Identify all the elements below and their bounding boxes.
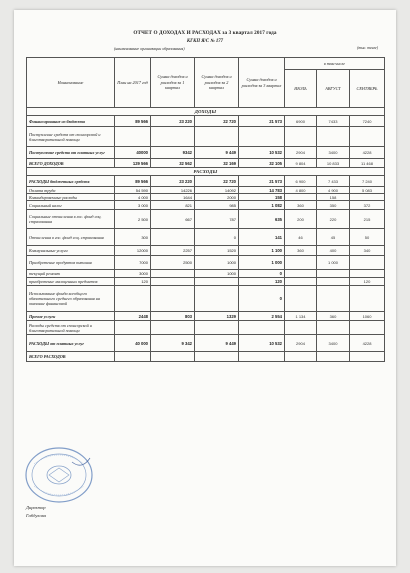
cell-m1 — [285, 286, 317, 312]
cell-q1: 667 — [151, 210, 195, 229]
col-header-m2: АВГУСТ — [317, 70, 350, 108]
cell-q3 — [239, 321, 285, 335]
cell-q3: 120 — [239, 278, 285, 286]
row-label: ВСЕГО ДОХОДОВ — [27, 159, 115, 168]
cell-m3: 50 — [350, 229, 385, 246]
cell-plan: 300 — [115, 229, 151, 246]
cell-q2 — [195, 127, 239, 147]
cell-q1 — [151, 286, 195, 312]
cell-q2: 14092 — [195, 187, 239, 194]
cell-m3: 1060 — [350, 312, 385, 321]
cell-m2: 158 — [317, 194, 350, 201]
cell-m2: 45 — [317, 229, 350, 246]
cell-m1: 2904 — [285, 147, 317, 159]
cell-m1 — [285, 278, 317, 286]
cell-q2: 2000 — [195, 194, 239, 201]
cell-q2: 1000 — [195, 270, 239, 278]
row-label: Командировочные расходы — [27, 194, 115, 201]
cell-m1: 4 800 — [285, 187, 317, 194]
table-row — [27, 201, 385, 210]
cell-m3 — [350, 321, 385, 335]
cell-m2 — [317, 352, 350, 362]
cell-m3: 4228 — [350, 147, 385, 159]
row-label: текущий ремонт — [27, 270, 115, 278]
cell-q1: 821 — [151, 201, 195, 210]
cell-q3: 158 — [239, 194, 285, 201]
cell-m1 — [285, 194, 317, 201]
cell-plan: 3 000 — [115, 201, 151, 210]
cell-m2: 1 000 — [317, 256, 350, 270]
cell-q1 — [151, 229, 195, 246]
row-label: Социальные отчисления в гос. фонд соц. страхования — [27, 210, 115, 229]
org-note: (наименование организации образования) — [114, 46, 185, 51]
row-label: Использование фонда всеобщего обязательного среднего образования на оказание финансовой — [27, 286, 115, 312]
cell-m3 — [350, 352, 385, 362]
cell-q2: 985 — [195, 201, 239, 210]
report-subtitle: КГКП Я/С № 177 — [186, 39, 224, 44]
cell-q2 — [195, 286, 239, 312]
cell-q1: 23 220 — [151, 116, 195, 127]
cell-m2: 7433 — [317, 116, 350, 127]
cell-m3: 120 — [350, 278, 385, 286]
cell-q3: 32 105 — [239, 159, 285, 168]
cell-q3: 1 000 — [239, 256, 285, 270]
cell-q1: 2257 — [151, 246, 195, 256]
signature-block — [26, 504, 46, 520]
cell-q1 — [151, 352, 195, 362]
cell-q1: 803 — [151, 312, 195, 321]
cell-m1 — [285, 256, 317, 270]
report-table — [26, 57, 385, 362]
cell-m1 — [285, 270, 317, 278]
table-row — [27, 147, 385, 159]
cell-m3 — [350, 256, 385, 270]
cell-m2: 220 — [317, 210, 350, 229]
cell-q2: 787 — [195, 210, 239, 229]
table-row — [27, 278, 385, 286]
cell-q1 — [151, 127, 195, 147]
signature-name: Габдулова — [26, 513, 46, 518]
table-row — [27, 116, 385, 127]
table-row — [27, 210, 385, 229]
section-income: ДОХОДЫ — [27, 108, 385, 116]
cell-q1: 1644 — [151, 194, 195, 201]
cell-m1: 200 — [285, 210, 317, 229]
cell-q3: 635 — [239, 210, 285, 229]
row-label: Прочие услуги — [27, 312, 115, 321]
cell-q2: 22 720 — [195, 176, 239, 187]
cell-q3: 14 783 — [239, 187, 285, 194]
cell-q3 — [239, 127, 285, 147]
row-label: Коммунальные услуги — [27, 246, 115, 256]
cell-q3: 10 532 — [239, 147, 285, 159]
cell-plan: 12000 — [115, 246, 151, 256]
row-label: Отчисления в гос. фонд соц. страхования — [27, 229, 115, 246]
cell-plan: 40 000 — [115, 335, 151, 352]
cell-m1: 360 — [285, 246, 317, 256]
table-row — [27, 194, 385, 201]
cell-m1 — [285, 352, 317, 362]
cell-m1: 6 900 — [285, 176, 317, 187]
cell-q1 — [151, 270, 195, 278]
cell-q3: 10 532 — [239, 335, 285, 352]
cell-q3: 21 573 — [239, 176, 285, 187]
col-header-m1: ИЮЛЬ — [285, 70, 317, 108]
row-label: Финансирование из бюджета — [27, 116, 115, 127]
signature-role: Директор — [26, 505, 46, 510]
cell-q1: 23 220 — [151, 176, 195, 187]
cell-m3: 372 — [350, 201, 385, 210]
table-row — [27, 187, 385, 194]
row-label: Расходы средств от спонсорской и благотворительной помощи — [27, 321, 115, 335]
cell-m2 — [317, 321, 350, 335]
row-label: Поступление средств от платных услуг — [27, 147, 115, 159]
cell-m1: 9 804 — [285, 159, 317, 168]
table-row — [27, 270, 385, 278]
cell-m2 — [317, 278, 350, 286]
cell-m3 — [350, 270, 385, 278]
cell-plan: 7000 — [115, 256, 151, 270]
col-header-q2: Сумма доходов и расходов за 2 квартал — [195, 58, 239, 108]
cell-m1: 46 — [285, 229, 317, 246]
cell-m1 — [285, 321, 317, 335]
cell-q2: 1000 — [195, 256, 239, 270]
cell-m3: 7 240 — [350, 176, 385, 187]
document-sheet — [14, 10, 396, 566]
row-label: Приобретение продуктов питания — [27, 256, 115, 270]
cell-m2 — [317, 270, 350, 278]
cell-q2: 1329 — [195, 312, 239, 321]
cell-q1 — [151, 278, 195, 286]
cell-m1: 2904 — [285, 335, 317, 352]
cell-q2: 9 449 — [195, 147, 239, 159]
cell-q3: 0 — [239, 286, 285, 312]
cell-q3: 0 — [239, 270, 285, 278]
cell-m2: 3400 — [317, 147, 350, 159]
cell-m3: 4228 — [350, 335, 385, 352]
cell-q2: 9 449 — [195, 335, 239, 352]
cell-m2 — [317, 286, 350, 312]
row-label: приобретение малоценных предметов — [27, 278, 115, 286]
cell-plan — [115, 321, 151, 335]
cell-plan — [115, 127, 151, 147]
cell-q1: 9342 — [151, 147, 195, 159]
cell-q3: 1 100 — [239, 246, 285, 256]
cell-q2: 0 — [195, 229, 239, 246]
table-row — [27, 246, 385, 256]
cell-m3: 11 468 — [350, 159, 385, 168]
cell-plan: 2448 — [115, 312, 151, 321]
table-row — [27, 229, 385, 246]
cell-m2: 4 900 — [317, 187, 350, 194]
cell-m3 — [350, 127, 385, 147]
row-label: Оплата труда — [27, 187, 115, 194]
cell-q3: 2 554 — [239, 312, 285, 321]
table-row — [27, 286, 385, 312]
cell-q3: 21 573 — [239, 116, 285, 127]
cell-m1: 360 — [285, 201, 317, 210]
cell-m3 — [350, 286, 385, 312]
table-row — [27, 127, 385, 147]
cell-m2: 7 433 — [317, 176, 350, 187]
cell-m3 — [350, 194, 385, 201]
row-label: Поступление средств от спонсорской и благотворительной помощи — [27, 127, 115, 147]
cell-m3: 340 — [350, 246, 385, 256]
cell-m1 — [285, 127, 317, 147]
row-label: РАСХОДЫ бюджетных средств — [27, 176, 115, 187]
cell-q2: 1520 — [195, 246, 239, 256]
col-header-m3: СЕНТЯБРЬ — [350, 70, 385, 108]
row-label: Социальный налог — [27, 201, 115, 210]
cell-m1: 1 134 — [285, 312, 317, 321]
section-expense: РАСХОДЫ — [27, 168, 385, 176]
cell-q1: 32 562 — [151, 159, 195, 168]
cell-q2 — [195, 278, 239, 286]
cell-m2: 350 — [317, 201, 350, 210]
cell-m2: 360 — [317, 312, 350, 321]
cell-plan — [115, 286, 151, 312]
cell-q1 — [151, 321, 195, 335]
official-stamp-icon — [20, 444, 98, 506]
cell-m2 — [317, 127, 350, 147]
cell-q2 — [195, 352, 239, 362]
units-note: (тыс. тенге) — [357, 46, 378, 50]
cell-q3: 1 082 — [239, 201, 285, 210]
col-header-name: Наименование — [27, 58, 115, 108]
cell-plan: 3000 — [115, 270, 151, 278]
cell-q1: 9 342 — [151, 335, 195, 352]
cell-plan: 89 566 — [115, 116, 151, 127]
cell-q1: 2500 — [151, 256, 195, 270]
cell-plan: 54 590 — [115, 187, 151, 194]
row-label: ВСЕГО РАСХОДОВ — [27, 352, 115, 362]
cell-q1: 14226 — [151, 187, 195, 194]
col-header-q1: Сумма доходов и расходов за 1 квартал — [151, 58, 195, 108]
cell-plan — [115, 352, 151, 362]
table-row — [27, 159, 385, 168]
cell-m2: 10 833 — [317, 159, 350, 168]
cell-m3: 215 — [350, 210, 385, 229]
cell-m3: 5 083 — [350, 187, 385, 194]
cell-m3: 7240 — [350, 116, 385, 127]
cell-plan: 40000 — [115, 147, 151, 159]
cell-plan: 4 000 — [115, 194, 151, 201]
table-row — [27, 312, 385, 321]
cell-q3: 141 — [239, 229, 285, 246]
col-header-months-group: в том числе — [285, 58, 385, 70]
cell-q2: 22 720 — [195, 116, 239, 127]
cell-q3 — [239, 352, 285, 362]
cell-plan: 129 566 — [115, 159, 151, 168]
cell-plan: 120 — [115, 278, 151, 286]
table-row — [27, 321, 385, 335]
table-row — [27, 256, 385, 270]
report-title: ОТЧЕТ О ДОХОДАХ И РАСХОДАХ за 3 квартал 2017 года — [133, 30, 277, 36]
table-row — [27, 352, 385, 362]
table-row — [27, 335, 385, 352]
cell-m1: 6900 — [285, 116, 317, 127]
cell-m2: 3400 — [317, 335, 350, 352]
table-row — [27, 176, 385, 187]
cell-q2: 32 169 — [195, 159, 239, 168]
cell-q2 — [195, 321, 239, 335]
col-header-q3: Сумма доходов и расходов за 3 квартал — [239, 58, 285, 108]
row-label: РАСХОДЫ от платных услуг — [27, 335, 115, 352]
cell-m2: 400 — [317, 246, 350, 256]
col-header-plan: План на 2017 год — [115, 58, 151, 108]
cell-plan: 89 566 — [115, 176, 151, 187]
cell-plan: 2 500 — [115, 210, 151, 229]
